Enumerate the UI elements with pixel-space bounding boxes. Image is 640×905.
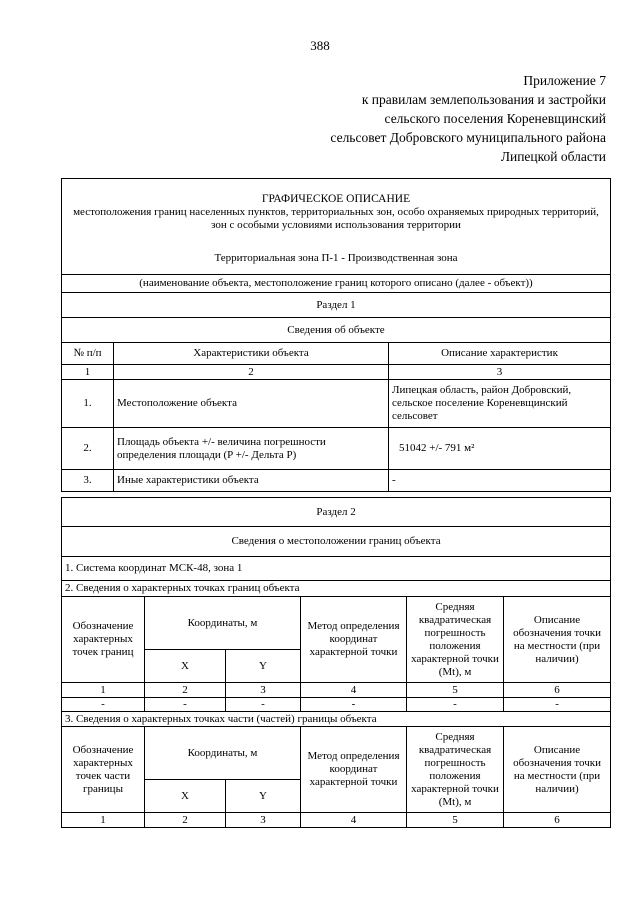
section2-subtitle: Сведения о местоположении границ объекта <box>62 527 611 557</box>
appendix-line: Липецкой области <box>500 149 606 164</box>
appendix-line: сельсовет Добровского муниципального района <box>330 130 606 145</box>
column-header: № п/п <box>62 343 114 365</box>
row-characteristic: Площадь объекта +/- величина погрешности определения площади (P +/- Дельта P) <box>114 428 389 470</box>
appendix-line: к правилам землепользования и застройки <box>361 92 606 107</box>
zone-caption: (наименование объекта, местоположение границ которого описано (далее - объект)) <box>62 275 611 293</box>
header-method: Метод определения координат характерной точки <box>301 727 407 813</box>
empty-cell: - <box>407 698 504 712</box>
zone-name: Территориальная зона П-1 - Производственная зона <box>214 252 458 264</box>
header-error: Средняя квадратическая погрешность положения характерной точки (Mt), м <box>407 597 504 683</box>
appendix-line: Приложение 7 <box>523 73 606 88</box>
header-x: X <box>145 780 226 813</box>
section2-table <box>61 497 611 828</box>
row-description: Липецкая область, район Добровский, сельское поселение Кореневщинский сельсовет <box>389 380 611 428</box>
appendix-block <box>246 71 606 166</box>
row-number: 2. <box>62 428 114 470</box>
document-subtitle: местоположения границ населенных пунктов, территориальных зон, особо охраняемых природных территорий, зон с особыми условиями использования территории <box>73 206 599 231</box>
column-number: 5 <box>407 813 504 828</box>
column-header: Описание характеристик <box>389 343 611 365</box>
empty-cell: - <box>301 698 407 712</box>
header-description: Описание обозначения точки на местности (при наличии) <box>504 597 611 683</box>
header-method: Метод определения координат характерной точки <box>301 597 407 683</box>
column-number: 1 <box>62 813 145 828</box>
header-y: Y <box>226 650 301 683</box>
row-number: 1. <box>62 380 114 428</box>
column-number: 3 <box>226 813 301 828</box>
header-error: Средняя квадратическая погрешность положения характерной точки (Mt), м <box>407 727 504 813</box>
empty-cell: - <box>504 698 611 712</box>
empty-cell: - <box>226 698 301 712</box>
column-number: 4 <box>301 683 407 698</box>
appendix-line: сельского поселения Кореневщинский <box>384 111 606 126</box>
column-number: 1 <box>62 683 145 698</box>
row-characteristic: Иные характеристики объекта <box>114 470 389 492</box>
column-header: Характеристики объекта <box>114 343 389 365</box>
parts-title: 3. Сведения о характерных точках части (частей) границы объекта <box>62 712 611 727</box>
row-characteristic: Местоположение объекта <box>114 380 389 428</box>
page-number: 388 <box>310 38 330 53</box>
column-number: 3 <box>226 683 301 698</box>
header-y: Y <box>226 780 301 813</box>
row-number: 3. <box>62 470 114 492</box>
empty-cell: - <box>145 698 226 712</box>
header-point-part: Обозначение характерных точек части границы <box>62 727 145 813</box>
header-x: X <box>145 650 226 683</box>
column-number: 6 <box>504 813 611 828</box>
header-coordinates: Координаты, м <box>145 597 301 650</box>
column-number: 2 <box>145 683 226 698</box>
coordinate-system: 1. Система координат МСК-48, зона 1 <box>62 557 611 581</box>
points-title: 2. Сведения о характерных точках границ объекта <box>62 581 611 597</box>
document-title: ГРАФИЧЕСКОЕ ОПИСАНИЕ <box>261 193 411 205</box>
description-header <box>62 179 611 275</box>
section1-title: Раздел 1 <box>62 293 611 318</box>
column-number: 6 <box>504 683 611 698</box>
section1-table <box>61 178 611 492</box>
header-description: Описание обозначения точки на местности (при наличии) <box>504 727 611 813</box>
row-description: - <box>389 470 611 492</box>
row-description: 51042 +/- 791 м² <box>389 428 611 470</box>
header-point: Обозначение характерных точек границ <box>62 597 145 683</box>
column-number: 2 <box>145 813 226 828</box>
column-number: 1 <box>62 365 114 380</box>
column-number: 5 <box>407 683 504 698</box>
empty-cell: - <box>62 698 145 712</box>
column-number: 4 <box>301 813 407 828</box>
header-coordinates: Координаты, м <box>145 727 301 780</box>
section1-subtitle: Сведения об объекте <box>62 318 611 343</box>
column-number: 2 <box>114 365 389 380</box>
section2-title: Раздел 2 <box>62 498 611 527</box>
column-number: 3 <box>389 365 611 380</box>
